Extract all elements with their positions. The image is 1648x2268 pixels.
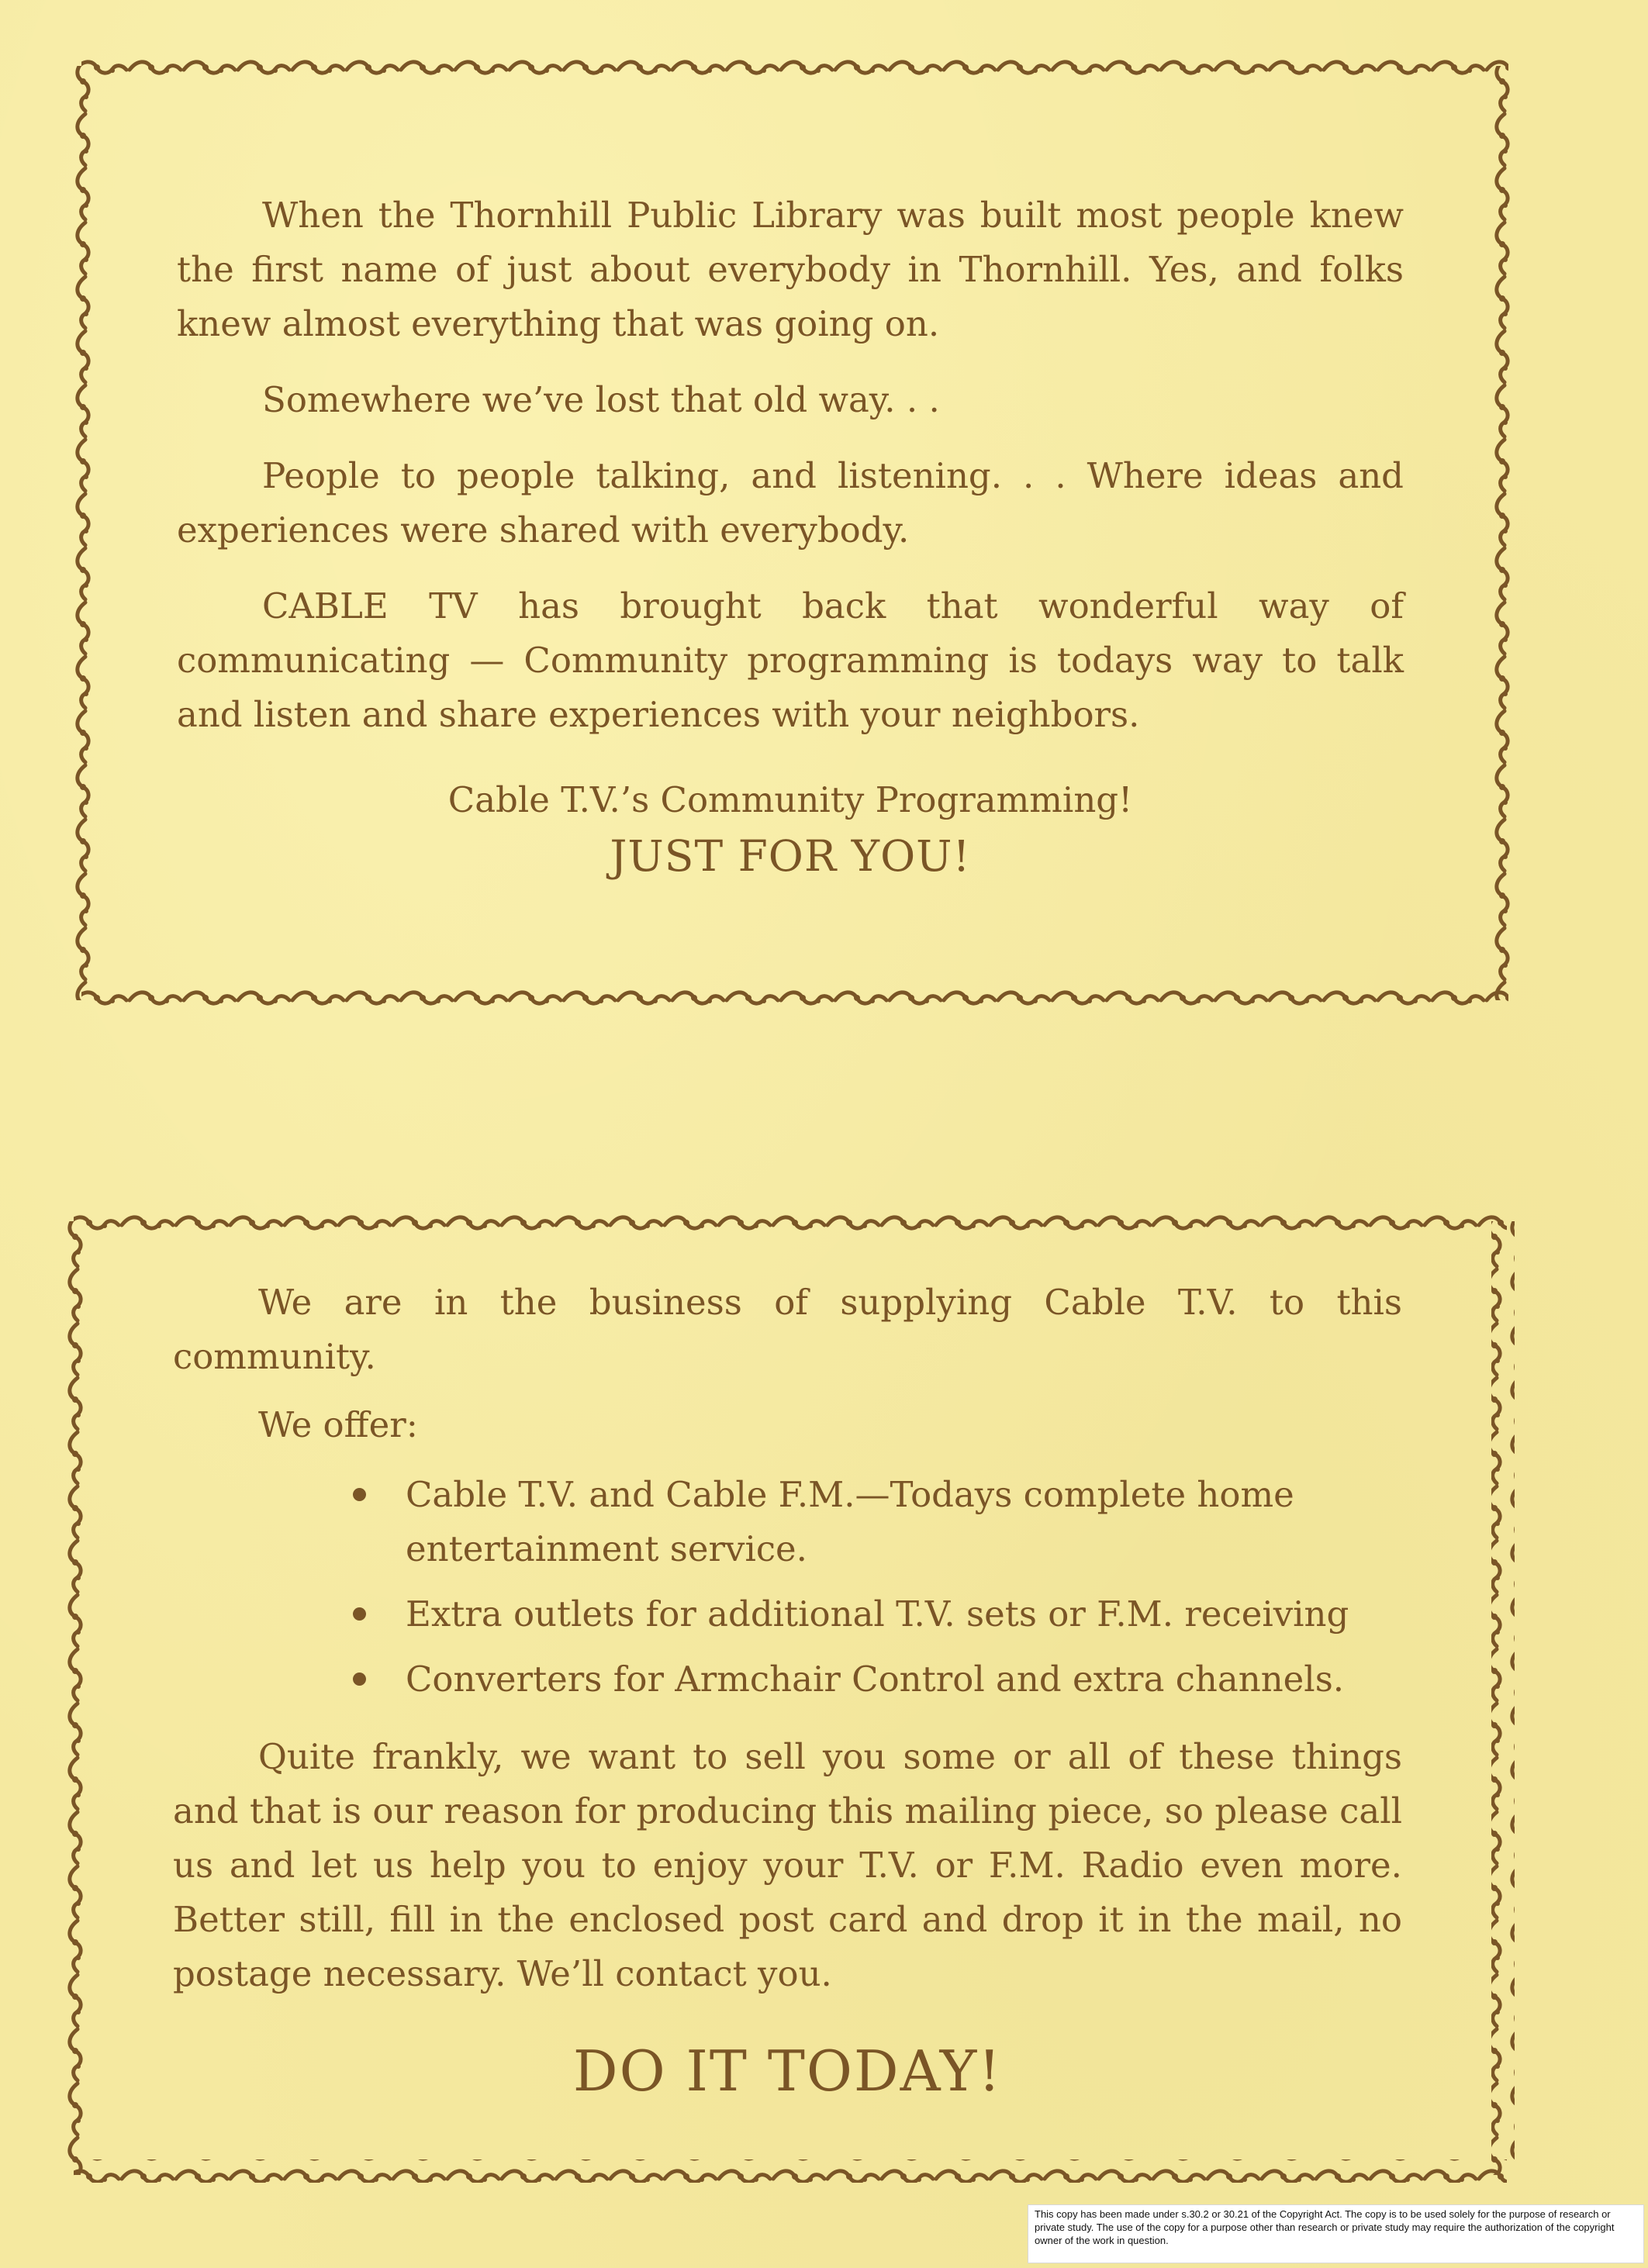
call-to-action: DO IT TODAY! bbox=[572, 2038, 1003, 2104]
offer-list bbox=[173, 1468, 1402, 1707]
paragraph-library: When the Thornhill Public Library was built most people knew the first name of just about everybody in Thornhill. Yes, and folks knew almost everything that was going on. bbox=[177, 195, 1404, 344]
paragraph-old-way: Somewhere we’ve lost that old way. . . bbox=[262, 379, 940, 420]
tagline-emphasis: JUST FOR YOU! bbox=[610, 831, 971, 881]
paragraph-people-talking: People to people talking, and listening. . . Where ideas and experiences were shared with everybody. bbox=[177, 455, 1404, 551]
offer-item-text: Cable T.V. and Cable F.M.—Todays complete home entertainment service. bbox=[406, 1474, 1294, 1569]
copyright-notice: This copy has been made under s.30.2 or 30.21 of the Copyright Act. The copy is to be used solely for the purpose of research or private study. The use of the copy for a purpose other than research or private study may require the authorization of the copyright owner of the work in question. bbox=[1028, 2204, 1644, 2263]
offer-item bbox=[406, 1652, 1402, 1707]
top-panel-content bbox=[177, 188, 1404, 885]
tagline: Cable T.V.’s Community Programming! bbox=[447, 779, 1133, 820]
paragraph-closing: Quite frankly, we want to sell you some or all of these things and that is our reason for producing this mailing piece, so please call us and let us help you to enjoy your T.V. or F.M. Radio even more. Better still, fill in the enclosed post card and drop it in the mail, no postage necessary. We’ll contact you. bbox=[173, 1736, 1402, 1994]
offer-heading: We offer: bbox=[258, 1404, 418, 1445]
offer-item bbox=[406, 1587, 1402, 1641]
top-panel bbox=[74, 58, 1516, 1008]
bullet-icon bbox=[353, 1607, 366, 1621]
offer-item bbox=[406, 1468, 1402, 1576]
paragraph-cable-tv: CABLE TV has brought back that wonderful way of communicating — Community programming is todays way to talk and listen and share experiences with your neighbors. bbox=[177, 585, 1404, 735]
bullet-icon bbox=[353, 1488, 366, 1501]
bottom-panel-content bbox=[173, 1276, 1402, 2110]
offer-item-text: Converters for Armchair Control and extra channels. bbox=[406, 1659, 1345, 1700]
offer-item-text: Extra outlets for additional T.V. sets or F.M. receiving bbox=[406, 1593, 1349, 1635]
paragraph-business-intro: We are in the business of supplying Cable T.V. to this community. bbox=[173, 1282, 1402, 1377]
bottom-panel bbox=[66, 1213, 1515, 2183]
bullet-icon bbox=[353, 1673, 366, 1686]
